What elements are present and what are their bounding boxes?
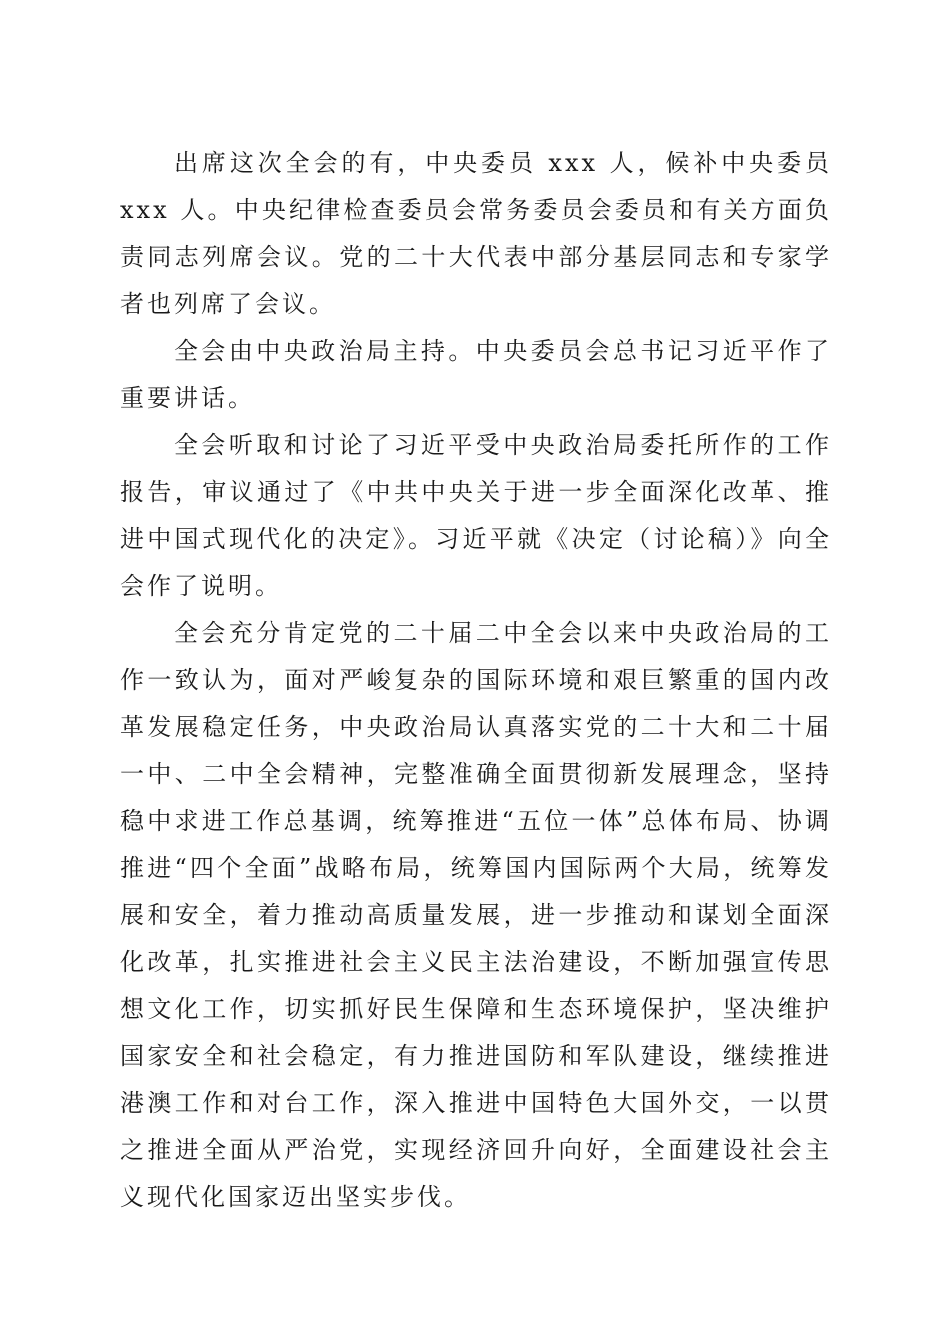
document-body: [120, 140, 832, 1221]
paragraph-presided: 全会由中央政治局主持。中央委员会总书记习近平作了重要讲话。: [120, 337, 832, 412]
paragraph-attendance: 出席这次全会的有，中央委员 xxx 人，候补中央委员 xxx 人。中央纪律检查委员会常务委员会委员和有关方面负责同志列席会议。党的二十大代表中部分基层同志和专家学者也列席了会议。: [120, 149, 832, 318]
paragraph-affirmation: 全会充分肯定党的二十届二中全会以来中央政治局的工作一致认为，面对严峻复杂的国际环境和艰巨繁重的国内改革发展稳定任务，中央政治局认真落实党的二十大和二十届一中、二中全会精神，完整准确全面贯彻新发展理念，坚持稳中求进工作总基调，统筹推进“五位一体”总体布局、协调推进“四个全面”战略布局，统筹国内国际两个大局，统筹发展和安全，着力推动高质量发展，进一步推动和谋划全面深化改革，扎实推进社会主义民主法治建设，不断加强宣传思想文化工作，切实抓好民生保障和生态环境保护，坚决维护国家安全和社会稳定，有力推进国防和军队建设，继续推进港澳工作和对台工作，深入推进中国特色大国外交，一以贯之推进全面从严治党，实现经济回升向好，全面建设社会主义现代化国家迈出坚实步伐。: [120, 619, 832, 1211]
paragraph-report: 全会听取和讨论了习近平受中央政治局委托所作的工作报告，审议通过了《中共中央关于进一步全面深化改革、推进中国式现代化的决定》。习近平就《决定（讨论稿）》向全会作了说明。: [120, 431, 832, 600]
